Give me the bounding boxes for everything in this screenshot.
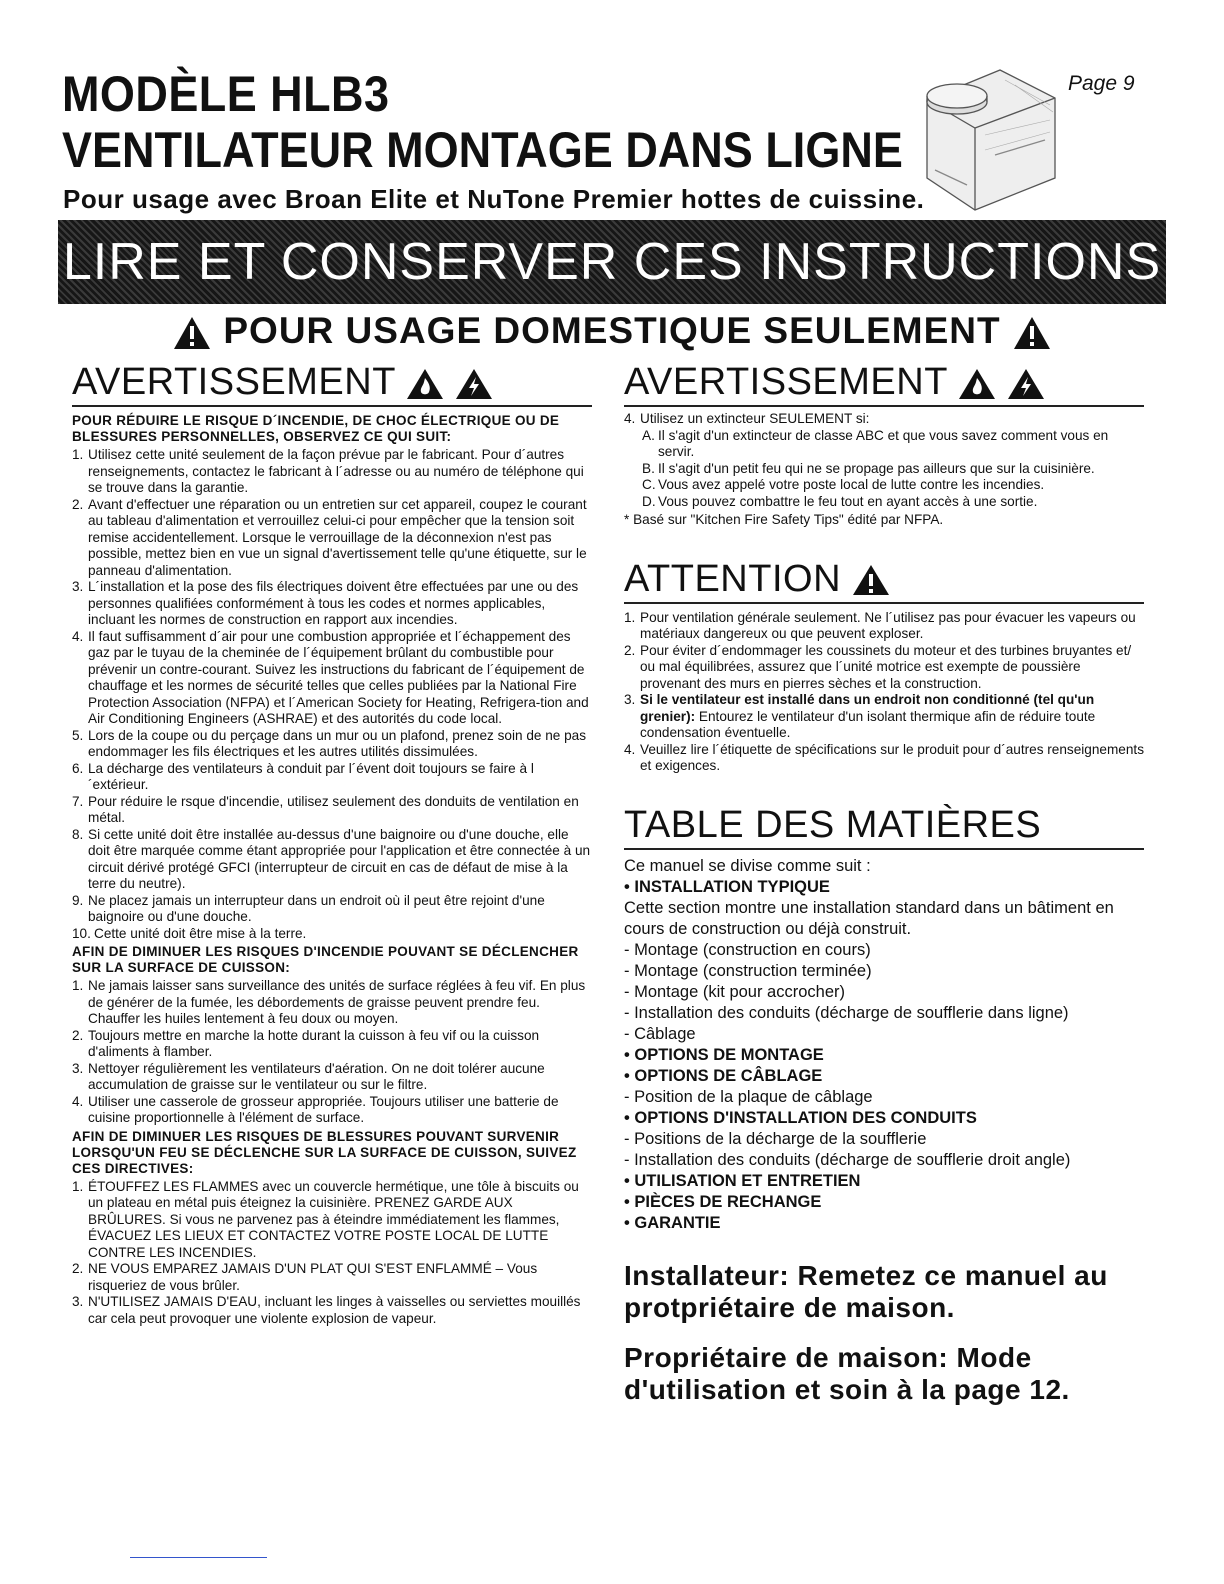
item-number: 3. <box>72 1060 84 1076</box>
item-number: 3. <box>72 579 84 594</box>
item-number: 6. <box>72 760 84 776</box>
extinguisher-list <box>624 411 1144 428</box>
instructions-banner <box>58 220 1166 304</box>
item-number: 10. <box>72 925 91 941</box>
item-text: Il s'agit d'un extincteur de classe ABC et que vous savez comment vous en servir. <box>658 427 1109 459</box>
item-text: Vous avez appelé votre poste local de lutte contre les incendies. <box>658 477 1045 492</box>
list-item <box>72 761 592 794</box>
item-number: 3. <box>72 1294 84 1309</box>
attention-list <box>624 610 1144 775</box>
item-text: Si cette unité doit être installée au-dessus d'une baignoire ou d'une douche, elle doit être marquée comme étant appropriée pour l'application et être connectée à un circuit dérivé protégé GFCI (interrupteur de circuit en cas de défaut de mise à la terre du neutre). <box>88 826 591 891</box>
list-item <box>642 428 1144 461</box>
list-item <box>72 827 592 893</box>
item-number: 7. <box>72 793 84 809</box>
list-item <box>642 477 1144 494</box>
toc-section: • GARANTIE <box>624 1213 721 1232</box>
item-text: Vous pouvez combattre le feu tout en ayant accès à une sortie. <box>658 493 1038 509</box>
toc-entry: - Montage (construction terminée) <box>624 961 872 980</box>
item-number: 1. <box>72 978 84 993</box>
owner-note: Propriétaire de maison: Mode d'utilisation et soin à la page 12. <box>624 1341 1070 1405</box>
item-text: Pour ventilation générale seulement. Ne l´utilisez pas pour évacuer les vapeurs ou matériaux dangereux ou que peuvent exploser. <box>640 609 1136 641</box>
heading-rule <box>624 602 1144 604</box>
item-text: Ne placez jamais un interrupteur dans un endroit où il peut être rejoint d'une baignoire ou d'une douche. <box>88 892 545 924</box>
electric-shock-icon <box>1007 368 1045 400</box>
toc-entry: - Installation des conduits (décharge de soufflerie dans ligne) <box>624 1003 1069 1022</box>
item-text: Entourez le ventilateur d'un isolant thermique afin de réduire toute condensation éventuelle. <box>640 708 1096 740</box>
fire-risk-caption: AFIN DE DIMINUER LES RISQUES D'INCENDIE POUVANT SE DÉCLENCHER SUR LA SURFACE DE CUISSON: <box>72 944 579 975</box>
item-number: 4. <box>624 411 636 426</box>
footer-link-rule <box>130 1557 267 1558</box>
list-item <box>624 610 1144 643</box>
item-text: La décharge des ventilateurs à conduit par l´évent doit toujours se faire à l´extérieur. <box>88 760 534 792</box>
warning-intro: POUR RÉDUIRE LE RISQUE D´INCENDIE, DE CHOC ÉLECTRIQUE OU DE BLESSURES PERSONNELLES, OBSERVEZ CE QUI SUIT: <box>72 413 560 444</box>
list-item <box>72 794 592 827</box>
list-item <box>72 1028 592 1061</box>
item-number: 4. <box>72 1093 84 1109</box>
warning-list <box>72 447 592 942</box>
item-text: Ne jamais laisser sans surveillance des unités de surface réglées à feu vif. En plus de générer de la fumée, les débordements de graisse peuvent prendre feu. Chauffer les huiles lentement à feu doux ou moyen. <box>88 978 586 1026</box>
list-item <box>72 579 592 629</box>
item-text: Pour réduire le rsque d'incendie, utilisez seulement des donduits de ventilation en métal. <box>88 793 579 825</box>
item-text: NE VOUS EMPAREZ JAMAIS D'UN PLAT QUI S'EST ENFLAMMÉ – Vous risqueriez de vous brûler. <box>88 1261 538 1293</box>
list-item <box>624 692 1144 742</box>
heading-rule <box>624 405 1144 407</box>
warning-triangle-icon <box>172 315 212 351</box>
right-warning-section <box>624 360 1144 1406</box>
attention-heading <box>624 557 1144 601</box>
item-number: D. <box>642 493 656 509</box>
item-number: 4. <box>624 741 636 757</box>
list-item <box>642 494 1144 511</box>
item-text: Avant d'effectuer une réparation ou un entretien sur cet appareil, coupez le courant au tableau d'alimentation et verrouillez celui-ci pour empêcher que la tension soit remise accidentellement. Lorsque le verrouillage de la déconnexion n'est pas possible, mettez bien en vue un signal d'avertissement telle qu'une étiquette, sur le panneau d'alimentation. <box>88 496 587 578</box>
list-item <box>624 411 1144 428</box>
item-number: 2. <box>72 1261 84 1276</box>
injury-risk-list <box>72 1179 592 1328</box>
list-item <box>72 926 592 943</box>
item-number: 4. <box>72 628 84 644</box>
fire-hazard-icon <box>406 368 444 400</box>
warning-heading-text: AVERTISSEMENT <box>624 361 948 403</box>
list-item <box>72 978 592 1028</box>
item-number: C. <box>642 477 656 492</box>
item-text: Toujours mettre en marche la hotte durant la cuisson à feu vif ou la cuisson d'aliments à flamber. <box>88 1027 540 1059</box>
item-number: 1. <box>624 609 636 625</box>
item-number: 2. <box>72 496 84 512</box>
page-title-model: MODÈLE HLB3 <box>62 66 390 122</box>
item-text: Pour éviter d´endommager les coussinets du moteur et des turbines bruyantes et/ ou mal équilibrées, assurez que l´unité motrice est exempte de poussière provenant des murs en pierres sèches et la construction. <box>640 642 1132 691</box>
toc-entry: - Positions de la décharge de la soufflerie <box>624 1129 927 1148</box>
warning-triangle-icon <box>1012 315 1052 351</box>
item-text: N'UTILISEZ JAMAIS D'EAU, incluant les linges à vaisselles ou serviettes mouillés car cela peut provoquer une violente explosion de vapeur. <box>88 1294 581 1326</box>
electric-shock-icon <box>455 368 493 400</box>
toc-entry: - Câblage <box>624 1024 696 1043</box>
list-item <box>72 497 592 580</box>
fire-risk-list <box>72 978 592 1127</box>
domestic-use-heading <box>0 306 1224 356</box>
extinguisher-conditions <box>642 428 1144 511</box>
item-text: Cette unité doit être mise à la terre. <box>94 925 307 941</box>
item-number: 1. <box>72 1178 84 1194</box>
list-item <box>72 629 592 728</box>
item-number: 2. <box>624 642 636 658</box>
toc-entry: - Montage (construction en cours) <box>624 940 871 959</box>
attention-heading-text: ATTENTION <box>624 557 842 600</box>
toc-entry: - Montage (kit pour accrocher) <box>624 982 846 1001</box>
item-number: 3. <box>624 692 636 707</box>
left-warning-section <box>72 360 592 1327</box>
list-item <box>72 447 592 497</box>
toc-section: • UTILISATION ET ENTRETIEN <box>624 1171 861 1190</box>
fan-housing-illustration <box>905 60 1057 216</box>
warning-heading <box>72 360 592 404</box>
item-text: Utiliser une casserole de grosseur appropriée. Toujours utiliser une batterie de cuisine proportionnelle à l'élément de surface. <box>88 1093 559 1125</box>
domestic-use-text: POUR USAGE DOMESTIQUE SEULEMENT <box>223 310 1001 351</box>
page-title-product: VENTILATEUR MONTAGE DANS LIGNE <box>62 122 903 178</box>
list-item <box>72 728 592 761</box>
list-item <box>72 1261 592 1294</box>
page-subtitle: Pour usage avec Broan Elite et NuTone Premier hottes de cuissine. <box>63 184 925 214</box>
list-item <box>642 461 1144 478</box>
toc-section: • PIÈCES DE RECHANGE <box>624 1192 822 1211</box>
item-number: 8. <box>72 826 84 842</box>
item-bold-text: Si le ventilateur est installé dans un endroit non conditionné (tel qu'un grenier): <box>640 692 1095 724</box>
installer-note: Installateur: Remetez ce manuel au protpriétaire de maison. <box>624 1259 1108 1323</box>
item-text: Utilisez un extincteur SEULEMENT si: <box>640 411 870 426</box>
footnote: * Basé sur "Kitchen Fire Safety Tips" édité par NFPA. <box>624 512 944 527</box>
toc-section: • OPTIONS DE CÂBLAGE <box>624 1066 823 1085</box>
item-text: Lors de la coupe ou du perçage dans un mur ou un plafond, prenez soin de ne pas endommager les fils électriques et les autres utilités dissimulées. <box>88 727 587 759</box>
toc-section: • OPTIONS DE MONTAGE <box>624 1045 824 1064</box>
list-item <box>72 893 592 926</box>
list-item <box>72 1094 592 1127</box>
toc-entry: Cette section montre une installation standard dans un bâtiment en cours de construction ou déjà construit. <box>624 898 1114 938</box>
toc-section: • OPTIONS D'INSTALLATION DES CONDUITS <box>624 1108 977 1127</box>
warning-triangle-icon <box>852 564 890 596</box>
toc-entry: - Installation des conduits (décharge de soufflerie droit angle) <box>624 1150 1071 1169</box>
item-text: Nettoyer régulièrement les ventilateurs d'aération. On ne doit tolérer aucune accumulation de graisse sur le ventilateur ou sur le filtre. <box>88 1060 545 1092</box>
list-item <box>624 742 1144 775</box>
item-number: 5. <box>72 727 84 743</box>
page-number: Page 9 <box>1068 72 1135 95</box>
item-number: 9. <box>72 892 84 908</box>
toc-entry: - Position de la plaque de câblage <box>624 1087 873 1106</box>
toc-section: • INSTALLATION TYPIQUE <box>624 877 830 896</box>
list-item <box>72 1179 592 1262</box>
list-item <box>72 1061 592 1094</box>
warning-heading <box>624 360 1144 404</box>
toc-heading: TABLE DES MATIÈRES <box>624 803 1042 846</box>
item-number: B. <box>642 460 655 476</box>
item-text: Utilisez cette unité seulement de la façon prévue par le fabricant. Pour d´autres renseignements, contactez le fabricant à l´adresse ou au numéro de téléphone qui se trouve dans la garantie. <box>88 447 584 495</box>
fire-hazard-icon <box>958 368 996 400</box>
toc-entry: Ce manuel se divise comme suit : <box>624 856 871 875</box>
item-text: ÉTOUFFEZ LES FLAMMES avec un couvercle hermétique, une tôle à biscuits ou un plateau en métal puis éteignez la cuisinière. PRENEZ GARDE AUX BRÛLURES. Si vous ne parvenez pas à éteindre immédiatement les flammes, ÉVACUEZ LES LIEUX ET CONTACTEZ VOTRE POSTE LOCAL DE LUTTE CONTRE LES INCENDIES. <box>88 1178 579 1260</box>
heading-rule <box>72 405 592 407</box>
list-item <box>624 643 1144 693</box>
banner-text: LIRE ET CONSERVER CES INSTRUCTIONS <box>62 233 1162 291</box>
heading-rule <box>624 848 1144 850</box>
item-number: A. <box>642 427 655 443</box>
item-number: 1. <box>72 447 84 462</box>
injury-risk-caption: AFIN DE DIMINUER LES RISQUES DE BLESSURES POUVANT SURVENIR LORSQU'UN FEU SE DÉCLENCHE SUR LA SURFACE DE CUISSON, SUIVEZ CES DIRECTIVES: <box>72 1128 577 1176</box>
item-text: Il s'agit d'un petit feu qui ne se propage pas ailleurs que sur la cuisinière. <box>658 460 1095 476</box>
item-text: L´installation et la pose des fils électriques doivent être effectuées par une ou des personnes qualifiées conformément à tous les codes et normes applicables, incluant les normes de construction en rapport aux incendies. <box>88 579 579 627</box>
table-of-contents <box>624 856 1144 1234</box>
item-number: 2. <box>72 1027 84 1043</box>
warning-heading-text: AVERTISSEMENT <box>72 361 396 403</box>
item-text: Il faut suffisamment d´air pour une combustion appropriée et l´échappement des gaz par le tuyau de la cheminée de l´équipement brûlant du combustible pour prévenir un contre-courant. Suivez les instructions du fabricant de l´équipement de chauffage et les normes de sécurité telles que celles publiées par la National Fire Protection Association (NFPA) et l´American Society for Heating, Refrigera-tion and Air Conditioning Engineers (ASHRAE) et des autorités du code local. <box>88 628 589 726</box>
item-text: Veuillez lire l´étiquette de spécifications sur le produit pour d´autres renseignements et exigences. <box>640 741 1144 773</box>
list-item <box>72 1294 592 1327</box>
